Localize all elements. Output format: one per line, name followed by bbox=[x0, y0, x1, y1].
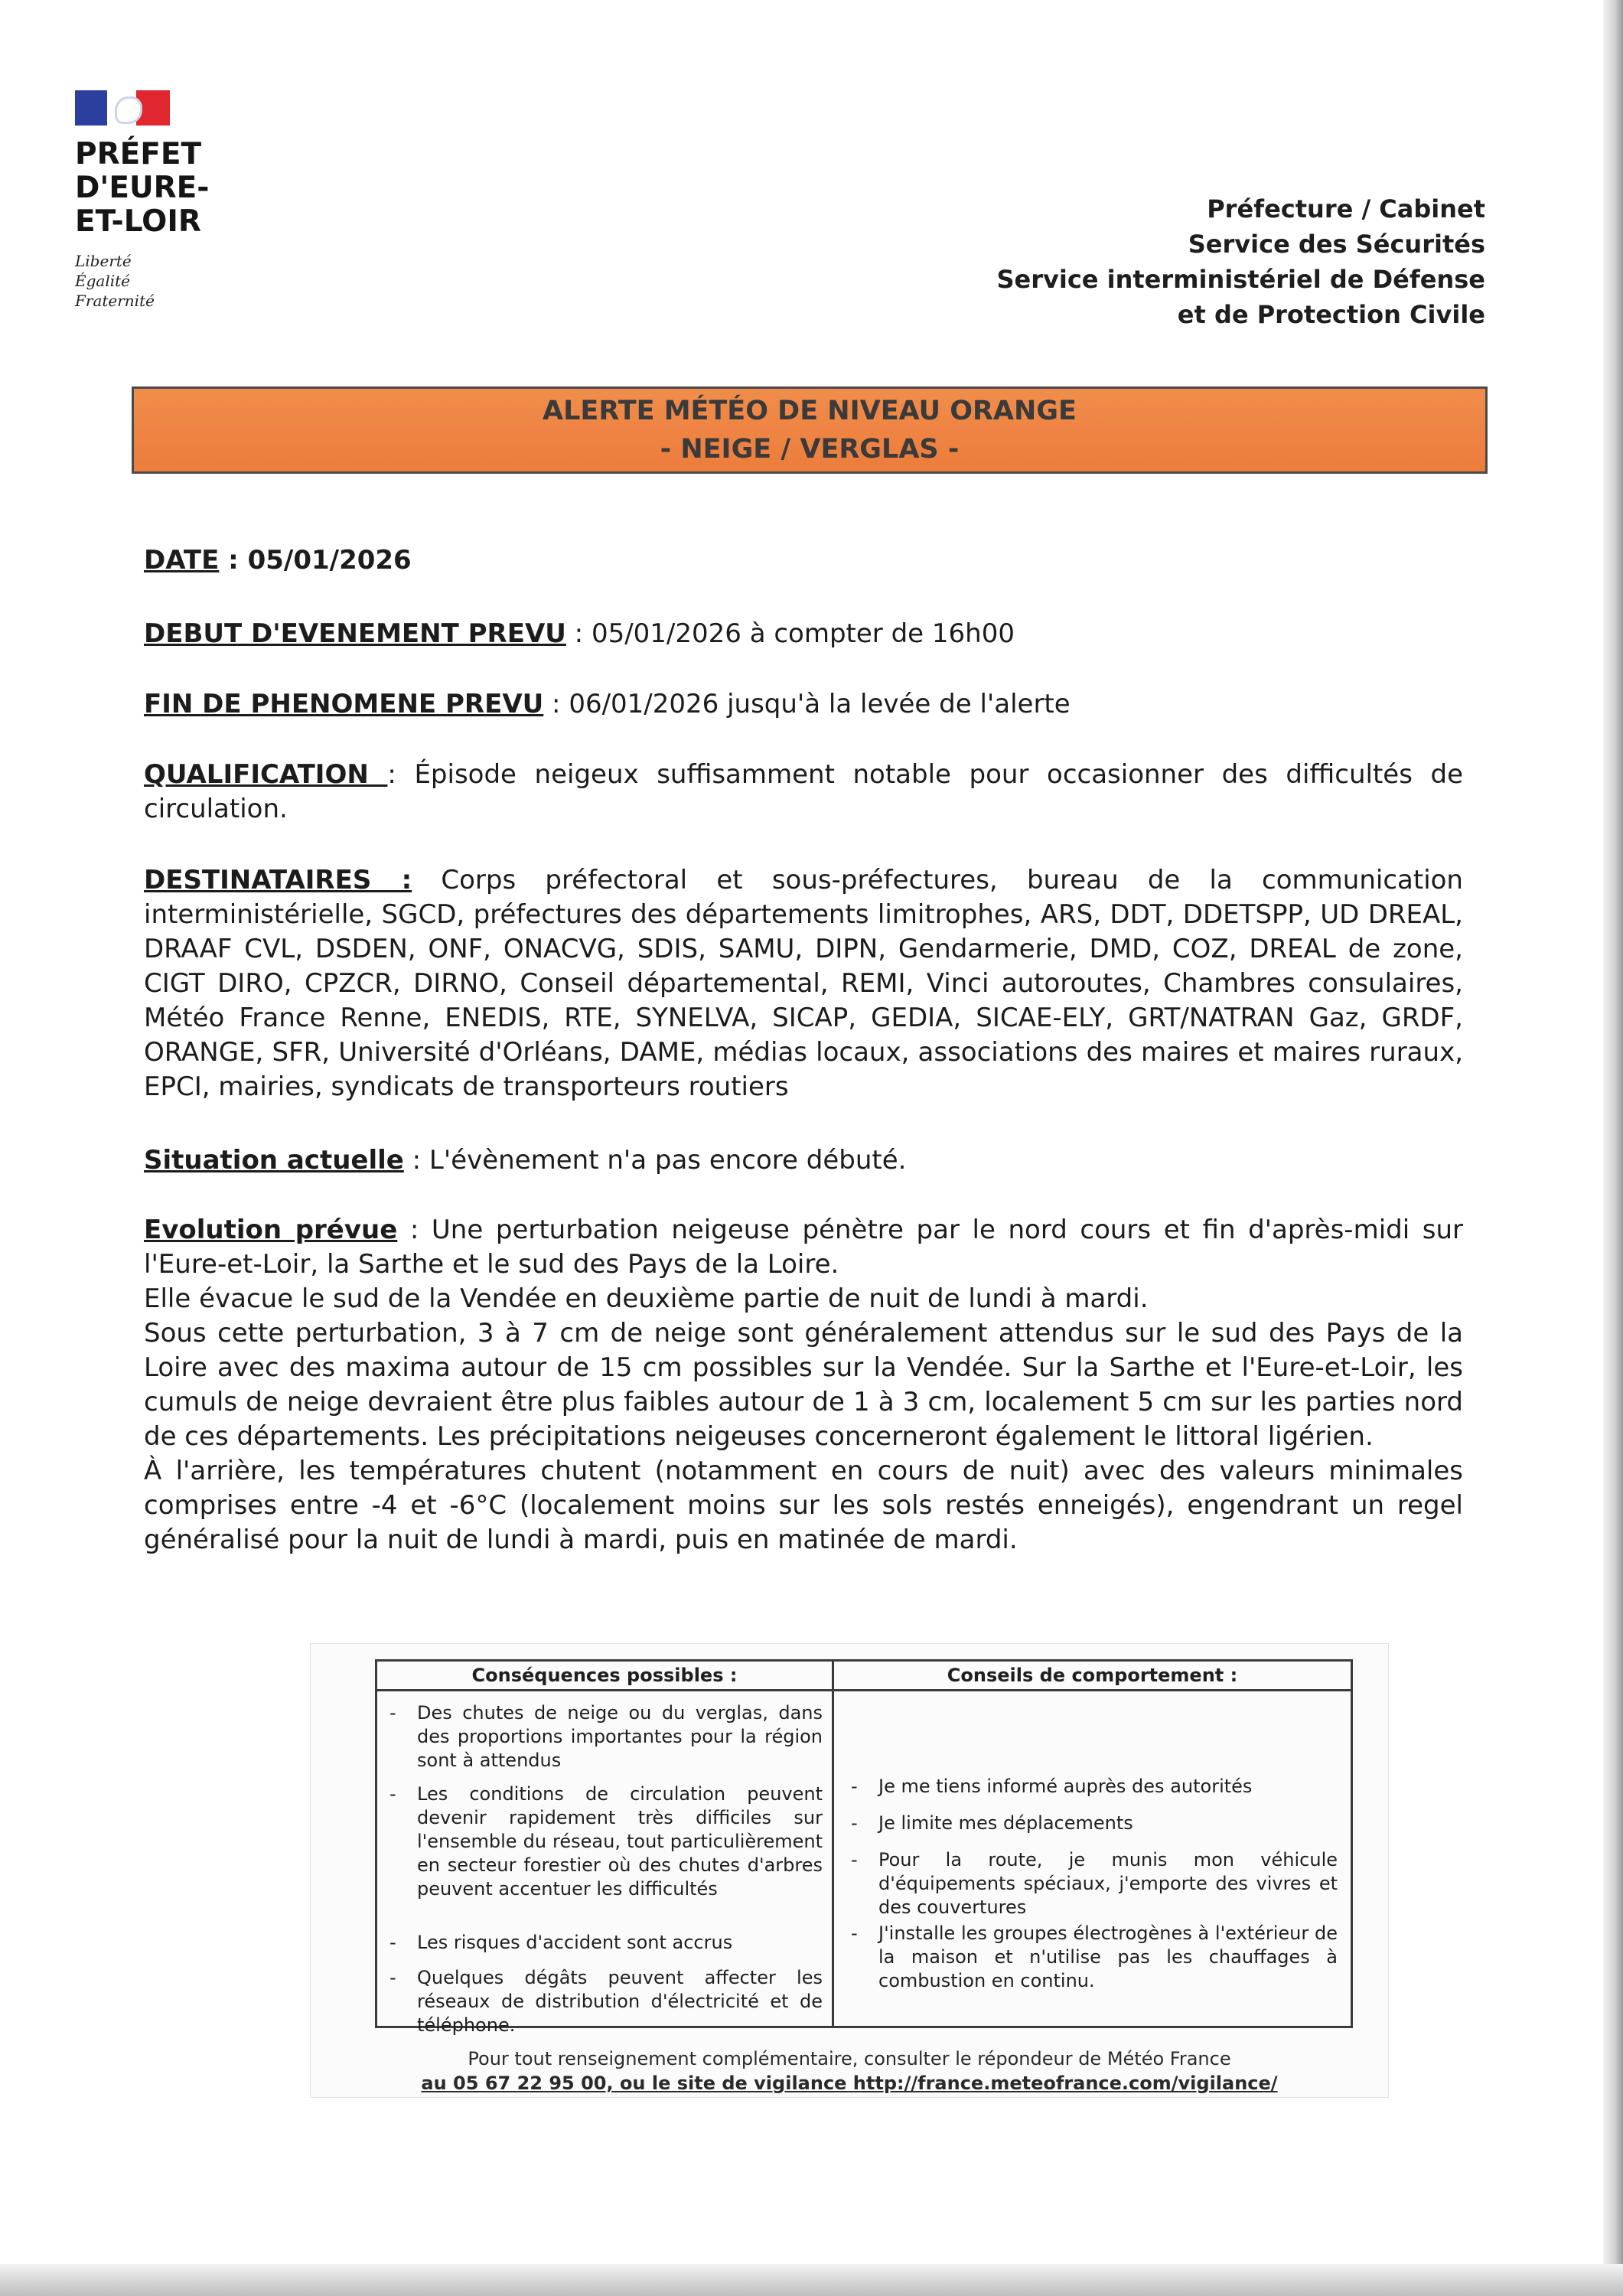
vigilance-link[interactable]: au 05 67 22 95 00, ou le site de vigilance http://france.meteofrance.com/vigilance/ bbox=[421, 2073, 1278, 2094]
service-header: Préfecture / Cabinet Service des Sécurités Service interministériel de Défense et de Protection Civile bbox=[996, 194, 1485, 329]
prefecture-logo bbox=[75, 90, 274, 311]
consequence-item: - Des chutes de neige ou du verglas, dans des proportions importantes pour la région sont à attendus bbox=[389, 1702, 823, 1771]
scan-page-edge bbox=[1603, 0, 1623, 2296]
evolution-paragraph: Elle évacue le sud de la Vendée en deuxième partie de nuit de lundi à mardi. bbox=[144, 1283, 1149, 1314]
situation-field: Situation actuelle : L'évènement n'a pas encore débuté. bbox=[144, 1145, 907, 1176]
consequence-item: - Les conditions de circulation peuvent devenir rapidement très difficiles sur l'ensemble du réseau, tout particulièrement en secteur forestier où des chutes d'arbres peuvent accentuer les difficultés bbox=[389, 1783, 823, 1900]
conseil-item: - J'installe les groupes électrogènes à l'extérieur de la maison et n'utilise pas les chauffages à combustion en continu. bbox=[851, 1923, 1338, 1991]
evolution-paragraph: Sous cette perturbation, 3 à 7 cm de neige sont généralement attendus sur le sud des Pays de la Loire avec des maxima autour de 15 cm possibles sur la Vendée. Sur la Sarthe et l'Eure-et-Loir, les cumuls de neige devraient être plus faibles autour de 1 à 3 cm, localement 5 cm sur les parties nord de ces départements. Les précipitations neigeuses concerneront également le littoral ligérien. bbox=[144, 1318, 1463, 1452]
prefecture-name: PRÉFET D'EURE- ET-LOIR bbox=[75, 137, 210, 239]
footer-note: Pour tout renseignement complémentaire, consulter le répondeur de Météo France au 05 67 22 95 00, ou le site de vigilance http://france.meteofrance.com/vigilance/ bbox=[311, 2047, 1388, 2095]
alert-title: ALERTE MÉTÉO DE NIVEAU ORANGE bbox=[543, 396, 1077, 426]
conseil-item: - Pour la route, je munis mon véhicule d'équipements spéciaux, j'emporte des vivres et des couvertures bbox=[851, 1849, 1338, 1918]
marianne-flag-icon bbox=[75, 90, 170, 126]
evolution-field: Evolution prévue : Une perturbation neigeuse pénètre par le nord cours et fin d'après-midi sur l'Eure-et-Loir, la Sarthe et le sud des Pays de la Loire. Elle évacue le sud de la Vendée en deuxième partie de nuit de lundi à mardi. Sous cette perturbation, 3 à 7 cm de neige sont généralement attendus sur le sud des Pays de la Loire avec des maxima autour de 15 cm possibles sur la Vendée. Sur la Sarthe et l'Eure-et-Loir, les cumuls de neige devraient être plus faibles autour de 1 à 3 cm, localement 5 cm sur les parties nord de ces départements. Les précipitations neigeuses concerneront également le littoral ligérien. À l'arrière, les températures chutent (notamment en cours de nuit) avec des valeurs minimales comprises entre -4 et -6°C (localement moins sur les sols restés enneigés), engendrant un regel généralisé pour la nuit de lundi à mardi, puis en matinée de mardi. bbox=[144, 1213, 1463, 1557]
alert-banner bbox=[132, 386, 1488, 474]
fin-field: FIN DE PHENOMENE PREVU : 06/01/2026 jusqu'à la levée de l'alerte bbox=[144, 689, 1071, 719]
conseils-header: Conseils de comportement : bbox=[947, 1665, 1238, 1686]
date-field: DATE : 05/01/2026 bbox=[144, 545, 412, 576]
republic-motto: Liberté Égalité Fraternité bbox=[75, 252, 155, 310]
consequence-item: - Les risques d'accident sont accrus bbox=[389, 1932, 733, 1953]
conseil-item: - Je limite mes déplacements bbox=[851, 1812, 1133, 1834]
consequence-item: - Quelques dégâts peuvent affecter les réseaux de distribution d'électricité et de téléphone. bbox=[389, 1967, 823, 2036]
advice-table-card bbox=[311, 1644, 1388, 2097]
scan-bottom-edge bbox=[0, 2264, 1623, 2296]
consequences-header: Conséquences possibles : bbox=[471, 1665, 738, 1686]
conseil-item: - Je me tiens informé auprès des autorités bbox=[851, 1776, 1253, 1797]
debut-field: DEBUT D'EVENEMENT PREVU : 05/01/2026 à compter de 16h00 bbox=[144, 618, 1015, 649]
evolution-paragraph: À l'arrière, les températures chutent (notamment en cours de nuit) avec des valeurs minimales comprises entre -4 et -6°C (localement moins sur les sols restés enneigés), engendrant un regel généralisé pour la nuit de lundi à mardi, puis en matinée de mardi. bbox=[144, 1456, 1463, 1555]
alert-subtitle: - NEIGE / VERGLAS - bbox=[660, 434, 960, 465]
qualification-field: QUALIFICATION : Épisode neigeux suffisamment notable pour occasionner des difficultés de circulation. bbox=[144, 759, 1463, 824]
advice-table bbox=[375, 1659, 1353, 2036]
destinataires-field: DESTINATAIRES : Corps préfectoral et sous-préfectures, bureau de la communication interministérielle, SGCD, préfectures des départements limitrophes, ARS, DDT, DDETSPP, UD DREAL, DRAAF CVL, DSDEN, ONF, ONACVG, SDIS, SAMU, DIPN, Gendarmerie, DMD, COZ, DREAL de zone, CIGT DIRO, CPZCR, DIRNO, Conseil départemental, REMI, Vinci autoroutes, Chambres consulaires, Météo France Renne, ENEDIS, RTE, SYNELVA, SICAP, GEDIA, SICAE-ELY, GRT/NATRAN Gaz, GRDF, ORANGE, SFR, Université d'Orléans, DAME, médias locaux, associations des maires et maires ruraux, EPCI, mairies, syndicats de transporteurs routiers bbox=[144, 865, 1463, 1102]
